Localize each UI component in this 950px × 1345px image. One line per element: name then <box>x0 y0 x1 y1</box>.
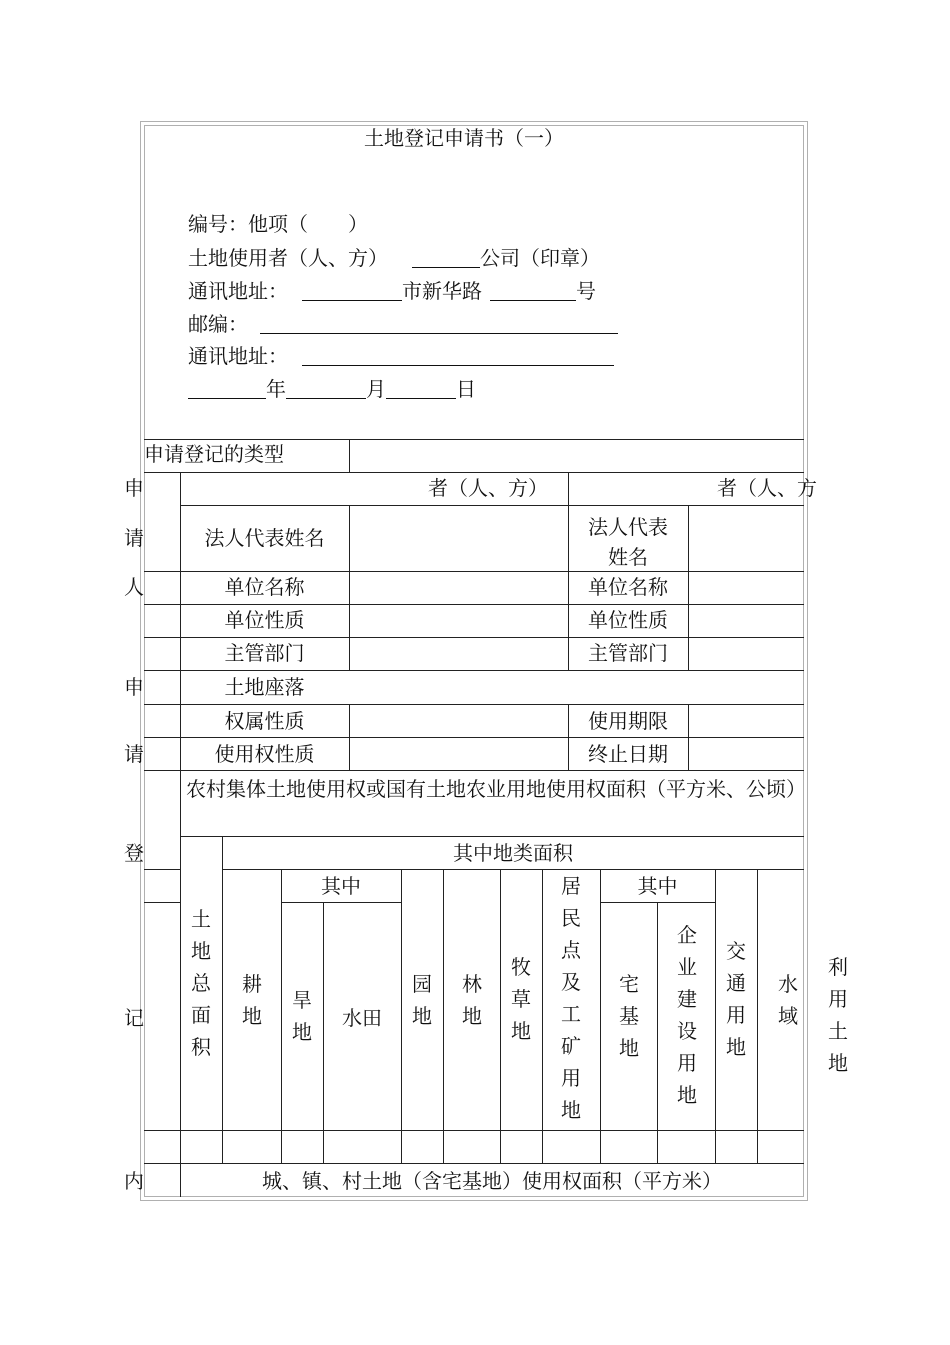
table-hline <box>144 472 804 473</box>
table-hline <box>144 439 804 440</box>
land-type-area-header: 其中地类面积 <box>453 841 573 865</box>
table-vline <box>349 505 350 670</box>
col-header-paddy: 水田 <box>342 1006 382 1030</box>
registration-type-label: 申请登记的类型 <box>144 442 284 466</box>
table-hline <box>144 737 804 738</box>
col-header-enterprise: 企业建设用地 <box>677 923 697 1107</box>
company-name-blank[interactable] <box>412 247 480 268</box>
land-user-label: 土地使用者（人、方） <box>188 246 388 270</box>
table-hline <box>281 902 401 903</box>
land-location-cell[interactable] <box>352 673 802 702</box>
ownership-cell[interactable] <box>352 707 566 735</box>
ownership-label: 权属性质 <box>224 709 305 733</box>
value-cell[interactable] <box>760 1133 802 1161</box>
postcode-blank[interactable] <box>260 313 618 334</box>
table-hline <box>144 604 804 605</box>
land-location-label: 土地座落 <box>224 675 305 699</box>
dept-left-cell[interactable] <box>352 640 566 668</box>
table-vline <box>600 869 601 1163</box>
table-vline <box>401 869 402 1163</box>
table-hline <box>180 836 804 837</box>
number-suffix: 号 <box>576 279 596 303</box>
side-char: 登 <box>124 841 144 865</box>
serial-number-line: 编号：他项（ ） <box>188 212 368 236</box>
unit-name-right-cell[interactable] <box>691 574 802 602</box>
land-user-line <box>188 247 600 268</box>
value-cell[interactable] <box>545 1133 598 1161</box>
side-char: 人 <box>124 575 144 599</box>
table-vline <box>222 836 223 1163</box>
col-header-dry-land: 旱地 <box>292 988 312 1044</box>
address2-label: 通讯地址： <box>188 344 288 368</box>
value-cell[interactable] <box>503 1133 540 1161</box>
col-header-homestead: 宅基地 <box>619 972 639 1060</box>
month-label: 月 <box>366 377 386 401</box>
unit-nature-right-cell[interactable] <box>691 607 802 635</box>
dept-right-label: 主管部门 <box>588 641 668 665</box>
dept-right-cell[interactable] <box>691 640 802 668</box>
col-header-pasture: 牧草地 <box>511 955 531 1043</box>
value-cell[interactable] <box>603 1133 655 1161</box>
col-header-residential: 居民点及工矿用地 <box>561 874 581 1122</box>
table-vline <box>323 902 324 1163</box>
date-line <box>188 378 476 399</box>
col-header-traffic: 交通用地 <box>726 939 746 1059</box>
use-term-label: 使用期限 <box>588 709 668 733</box>
city-blank[interactable] <box>302 280 402 301</box>
legal-rep-left-cell[interactable] <box>352 508 566 569</box>
day-label: 日 <box>456 377 476 401</box>
value-cell[interactable] <box>225 1133 279 1161</box>
of-which-header: 其中 <box>321 874 361 898</box>
form-title: 土地登记申请书（一） <box>364 126 564 150</box>
registration-type-cell[interactable] <box>352 442 802 470</box>
table-vline <box>500 869 501 1163</box>
total-area-header: 土地总面积 <box>191 907 211 1059</box>
table-vline <box>688 704 689 770</box>
value-cell[interactable] <box>718 1133 755 1161</box>
rural-area-title: 农村集体土地使用权或国有土地农业用地使用权面积（平方米、公顷） <box>186 777 806 801</box>
table-vline <box>349 439 350 472</box>
table-hline <box>144 704 804 705</box>
unit-nature-left-cell[interactable] <box>352 607 566 635</box>
year-label: 年 <box>266 377 286 401</box>
year-blank[interactable] <box>188 378 266 399</box>
company-suffix: 公司（印章） <box>480 246 600 270</box>
table-vline <box>715 869 716 1163</box>
table-hline <box>180 505 804 506</box>
table-vline <box>568 472 569 505</box>
table-vline <box>443 869 444 1163</box>
side-char: 记 <box>124 1006 144 1030</box>
unit-nature-right-label: 单位性质 <box>588 608 668 632</box>
month-blank[interactable] <box>286 378 366 399</box>
use-right-nature-cell[interactable] <box>352 740 566 768</box>
side-char: 申 <box>124 476 144 500</box>
table-hline <box>144 1130 804 1131</box>
legal-rep-right-label: 法人代表姓名 <box>588 515 668 569</box>
col-header-cultivated: 耕地 <box>242 972 262 1028</box>
table-hline <box>144 637 804 638</box>
table-hline <box>144 1163 804 1164</box>
unit-name-left-label: 单位名称 <box>224 575 305 599</box>
side-char: 内 <box>124 1169 144 1193</box>
value-cell[interactable] <box>326 1133 399 1161</box>
street-number-blank[interactable] <box>490 280 576 301</box>
use-term-cell[interactable] <box>691 707 802 735</box>
use-right-nature-label: 使用权性质 <box>214 742 315 766</box>
col-header-water: 水域 <box>778 972 798 1028</box>
unit-name-right-label: 单位名称 <box>588 575 668 599</box>
postcode-line <box>188 313 618 334</box>
table-hline <box>144 571 804 572</box>
address2-blank[interactable] <box>302 345 614 366</box>
table-hline <box>222 869 804 870</box>
value-cell[interactable] <box>446 1133 498 1161</box>
dept-left-label: 主管部门 <box>224 641 305 665</box>
end-date-label: 终止日期 <box>588 742 668 766</box>
table-vline <box>757 869 758 1163</box>
table-vline <box>688 505 689 670</box>
side-char: 请 <box>124 742 144 766</box>
value-cell[interactable] <box>284 1133 321 1161</box>
city-suffix: 市新华路 <box>402 279 482 303</box>
table-vline <box>657 902 658 1163</box>
postcode-label: 邮编： <box>188 312 248 336</box>
urban-area-title: 城、镇、村土地（含宅基地）使用权面积（平方米） <box>262 1169 722 1193</box>
value-cell-total[interactable] <box>183 1133 220 1161</box>
table-hline <box>144 670 804 671</box>
day-blank[interactable] <box>386 378 456 399</box>
unit-name-left-cell[interactable] <box>352 574 566 602</box>
table-hline <box>144 869 180 870</box>
legal-rep-left-label: 法人代表姓名 <box>204 526 325 550</box>
col-header-forest: 林地 <box>462 972 482 1028</box>
value-cell[interactable] <box>660 1133 713 1161</box>
address-label: 通讯地址： <box>188 279 288 303</box>
address-line <box>188 280 596 301</box>
unit-nature-left-label: 单位性质 <box>224 608 305 632</box>
address2-line <box>188 345 614 366</box>
party-right-label: 者（人、方 <box>717 476 817 500</box>
table-vline <box>542 869 543 1163</box>
of-which-header: 其中 <box>637 874 678 898</box>
table-hline <box>144 770 804 771</box>
table-vline <box>281 869 282 1163</box>
col-header-utilized-land: 利用土地 <box>828 955 848 1075</box>
table-hline <box>144 902 180 903</box>
party-left-label: 者（人、方） <box>428 476 548 500</box>
end-date-cell[interactable] <box>691 740 802 768</box>
side-char: 请 <box>124 526 144 550</box>
side-char: 申 <box>124 675 144 699</box>
value-cell[interactable] <box>404 1133 441 1161</box>
table-vline <box>349 704 350 770</box>
col-header-garden: 园地 <box>412 972 432 1028</box>
legal-rep-right-cell[interactable] <box>691 508 802 569</box>
